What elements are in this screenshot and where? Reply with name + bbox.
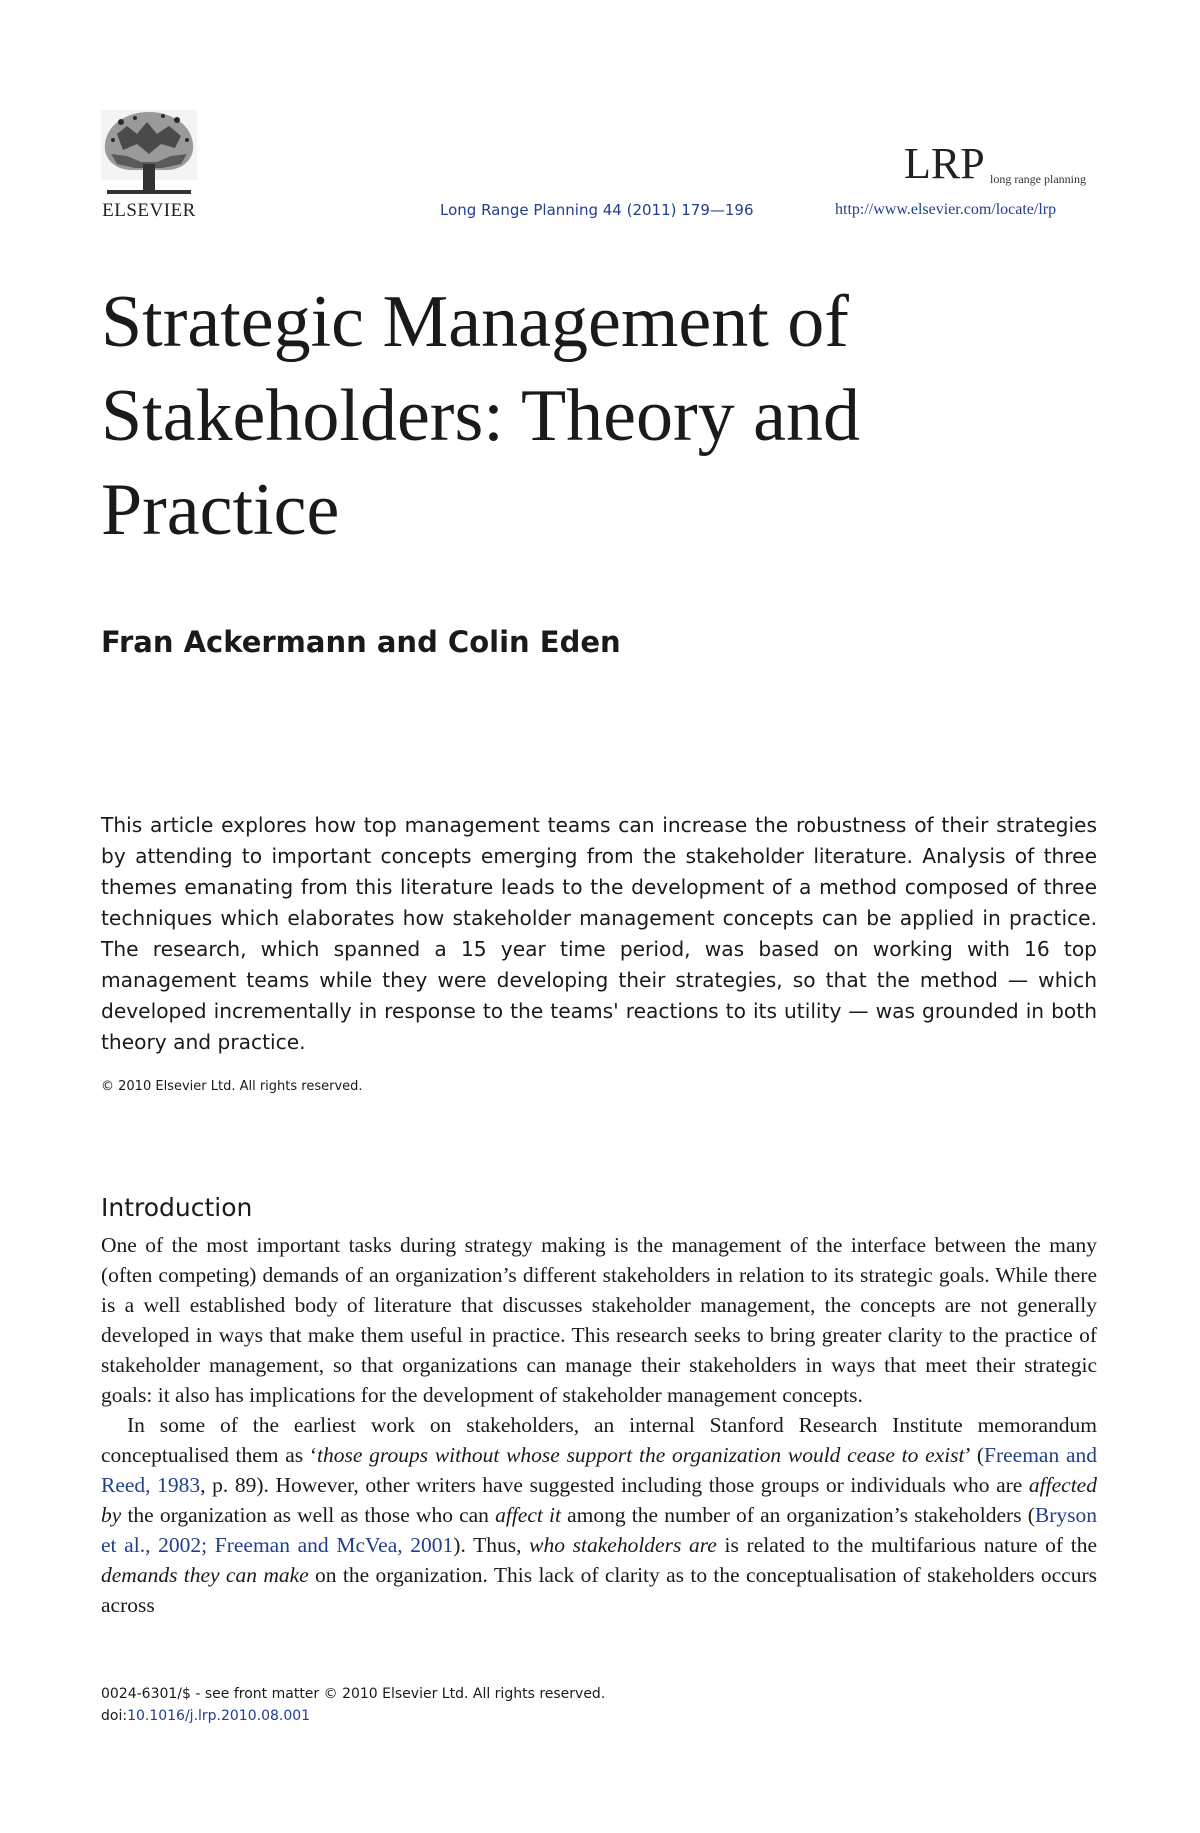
citation-link[interactable]: Freeman and Reed, 1983 (101, 1443, 1098, 1497)
doi-link[interactable]: 10.1016/j.lrp.2010.08.001 (127, 1708, 311, 1724)
article-authors: Fran Ackermann and Colin Eden (101, 625, 621, 659)
doi-prefix: doi: (101, 1708, 128, 1724)
text-run: ’ ( (964, 1443, 984, 1467)
text-run: among the number of an organization’s stakeholders ( (560, 1503, 1035, 1527)
text-run: the organization as well as those who can (121, 1503, 496, 1527)
article-abstract: This article explores how top management teams can increase the robustness of their strategies by attending to important concepts emerging from the stakeholder literature. Analysis of three themes emanating from this literature leads to the development of a method composed of three techniques which elaborates how stakeholder management concepts can be applied in practice. The research, which spanned a 15 year time period, was based on working with 16 top management teams while they were developing their strategies, so that the method — which developed incrementally in response to the teams' reactions to its utility — was grounded in both theory and practice. (101, 813, 1097, 1054)
text-run: ). Thus, (453, 1533, 530, 1557)
quote-italic: those groups without whose support the organization would cease to exist (317, 1443, 965, 1467)
elsevier-logo (97, 104, 201, 222)
front-matter-line: 0024-6301/$ - see front matter © 2010 Elsevier Ltd. All rights reserved. (101, 1686, 606, 1702)
emphasis-italic: demands they can make (101, 1563, 309, 1587)
introduction-body (101, 1230, 1097, 1620)
text-run: , p. 89). However, other writers have suggested including those groups or individuals who are (200, 1473, 1029, 1497)
text-run: on the organization. This lack of clarity as to the conceptualisation of stakeholders occurs across (101, 1563, 1097, 1617)
section-heading-introduction: Introduction (101, 1193, 253, 1222)
text-run: In some of the earliest work on stakeholders, an internal Stanford Research Institute memorandum conceptualised them as ‘ (101, 1413, 1097, 1467)
title-line: Practice (101, 469, 340, 551)
publisher-wordmark: ELSEVIER (102, 200, 196, 221)
page-footer (101, 1683, 605, 1727)
citation-link[interactable]: Bryson et al., 2002; Freeman and McVea, 2001 (101, 1503, 1097, 1557)
abstract-copyright: © 2010 Elsevier Ltd. All rights reserved. (101, 1079, 363, 1094)
text-run: is related to the multifarious nature of the (716, 1533, 1097, 1557)
emphasis-italic: who stakeholders are (529, 1533, 717, 1557)
journal-abbrev-subtitle: long range planning (990, 172, 1086, 186)
journal-url-link[interactable]: http://www.elsevier.com/locate/lrp (835, 201, 1057, 218)
body-paragraph: One of the most important tasks during strategy making is the management of the interface between the many (often competing) demands of an organization’s different stakeholders in relation to its strategic goals. While there is a well established body of literature that discusses stakeholder management, the concepts are not generally developed in ways that make them useful in practice. This research seeks to bring greater clarity to the practice of stakeholder management, so that organizations can manage their stakeholders in ways that meet their strategic goals: it also has implications for the development of stakeholder management concepts. (101, 1233, 1097, 1407)
journal-abbrev-logo: LRP (904, 139, 985, 188)
title-line: Strategic Management of (101, 281, 849, 363)
elsevier-tree-icon (97, 104, 201, 196)
doi-line (101, 1705, 605, 1727)
emphasis-italic: affected by (101, 1473, 1097, 1527)
article-title (101, 275, 1001, 557)
journal-reference[interactable]: Long Range Planning 44 (2011) 179—196 (440, 201, 754, 219)
body-paragraph (101, 1410, 1097, 1620)
emphasis-italic: affect it (495, 1503, 561, 1527)
title-line: Stakeholders: Theory and (101, 375, 861, 457)
